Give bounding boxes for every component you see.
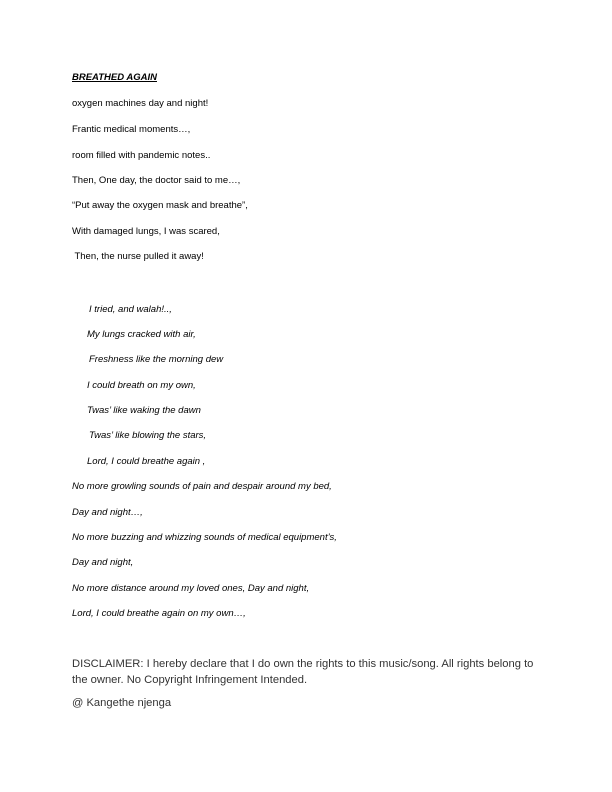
poem-line: Then, the nurse pulled it away! (72, 251, 204, 262)
poem-line: No more growling sounds of pain and despair around my bed, (72, 481, 332, 492)
poem-line: “Put away the oxygen mask and breathe”, (72, 200, 248, 211)
poem-line: Day and night…, (72, 507, 143, 518)
poem-line: Day and night, (72, 557, 134, 568)
poem-line: With damaged lungs, I was scared, (72, 226, 220, 237)
poem-line: Twas’ like waking the dawn (87, 405, 201, 416)
poem-line: Lord, I could breathe again on my own…, (72, 608, 246, 619)
poem-line: room filled with pandemic notes.. (72, 150, 211, 161)
poem-line: No more buzzing and whizzing sounds of medical equipment’s, (72, 532, 337, 543)
poem-line: Lord, I could breathe again , (87, 456, 206, 467)
poem-line: Twas’ like blowing the stars, (89, 430, 207, 441)
poem-line: No more distance around my loved ones, Day and night, (72, 583, 310, 594)
poem-line: oxygen machines day and night! (72, 98, 209, 109)
poem-line: Then, One day, the doctor said to me…, (72, 175, 241, 186)
author-credit: @ Kangethe njenga (72, 697, 172, 709)
poem-line: Frantic medical moments…, (72, 124, 191, 135)
poem-line: My lungs cracked with air, (87, 329, 196, 340)
poem-title: BREATHED AGAIN (72, 72, 157, 83)
poem-line: I tried, and walah!.., (89, 304, 172, 315)
disclaimer-text: DISCLAIMER: I hereby declare that I do own the rights to this music/song. All rights belong to the owner. No Copyright Infringement Intended. (72, 658, 534, 686)
poem-line: Freshness like the morning dew (89, 354, 224, 365)
poem-line: I could breath on my own, (87, 380, 196, 391)
